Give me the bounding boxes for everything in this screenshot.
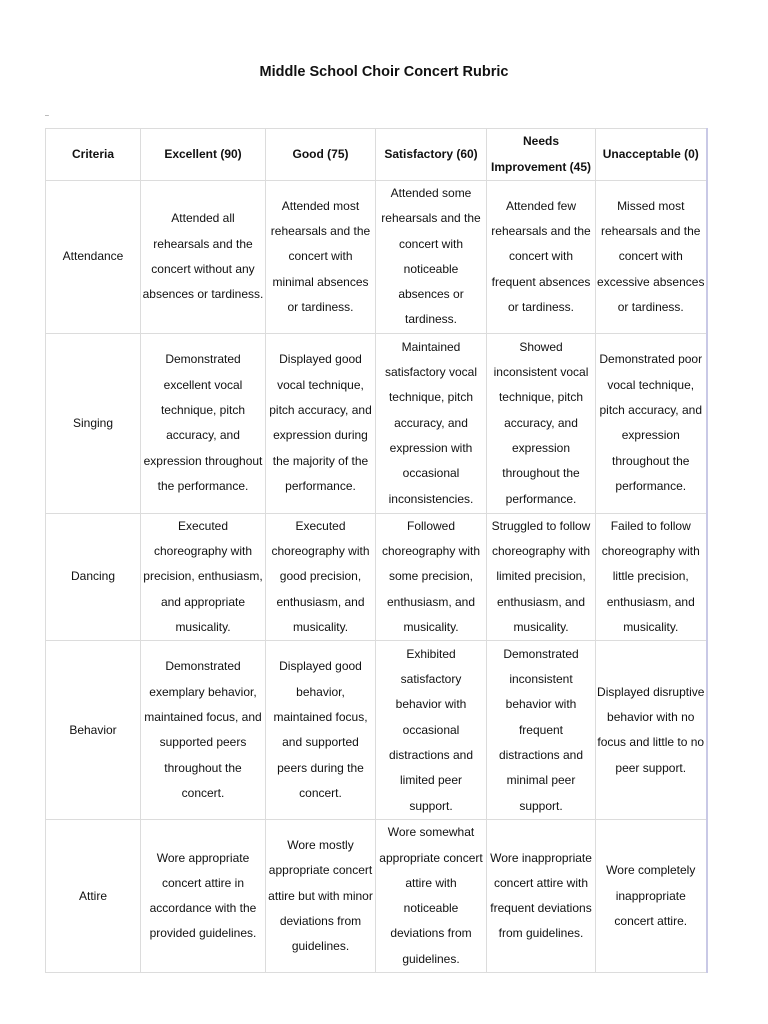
header-unacceptable: Unacceptable (0) [596, 129, 707, 181]
unacceptable-cell: Missed most rehearsals and the concert with excessive absences or tardiness. [596, 181, 707, 334]
row-behavior [46, 641, 707, 820]
header-needs-improvement: Needs Improvement (45) [487, 129, 596, 181]
unacceptable-cell: Wore completely inappropriate concert attire. [596, 820, 707, 973]
criterion-cell: Attendance [46, 181, 141, 334]
satisfactory-cell: Exhibited satisfactory behavior with occasional distractions and limited peer support. [376, 641, 487, 820]
row-attire [46, 820, 707, 973]
excellent-cell: Attended all rehearsals and the concert without any absences or tardiness. [141, 181, 266, 334]
header-good: Good (75) [266, 129, 376, 181]
needs-improvement-cell: Attended few rehearsals and the concert with frequent absences or tardiness. [487, 181, 596, 334]
criterion-cell: Singing [46, 333, 141, 513]
row-dancing [46, 513, 707, 640]
rubric-table [45, 128, 708, 973]
excellent-cell: Executed choreography with precision, enthusiasm, and appropriate musicality. [141, 513, 266, 640]
good-cell: Executed choreography with good precision, enthusiasm, and musicality. [266, 513, 376, 640]
document-title: Middle School Choir Concert Rubric [259, 64, 509, 80]
criterion-cell: Behavior [46, 641, 141, 820]
header-excellent: Excellent (90) [141, 129, 266, 181]
unacceptable-cell: Failed to follow choreography with little precision, enthusiasm, and musicality. [596, 513, 707, 640]
header-satisfactory: Satisfactory (60) [376, 129, 487, 181]
satisfactory-cell: Wore somewhat appropriate concert attire with noticeable deviations from guidelines. [376, 820, 487, 973]
needs-improvement-cell: Showed inconsistent vocal technique, pitch accuracy, and expression throughout the performance. [487, 333, 596, 513]
satisfactory-cell: Attended some rehearsals and the concert with noticeable absences or tardiness. [376, 181, 487, 334]
criterion-cell: Attire [46, 820, 141, 973]
header-criteria: Criteria [46, 129, 141, 181]
excellent-cell: Wore appropriate concert attire in accordance with the provided guidelines. [141, 820, 266, 973]
row-attendance [46, 181, 707, 334]
excellent-cell: Demonstrated excellent vocal technique, pitch accuracy, and expression throughout the performance. [141, 333, 266, 513]
needs-improvement-cell: Wore inappropriate concert attire with frequent deviations from guidelines. [487, 820, 596, 973]
needs-improvement-cell: Demonstrated inconsistent behavior with frequent distractions and minimal peer support. [487, 641, 596, 820]
good-cell: Displayed good behavior, maintained focus, and supported peers during the concert. [266, 641, 376, 820]
needs-improvement-cell: Struggled to follow choreography with limited precision, enthusiasm, and musicality. [487, 513, 596, 640]
satisfactory-cell: Maintained satisfactory vocal technique, pitch accuracy, and expression with occasional inconsistencies. [376, 333, 487, 513]
good-cell: Attended most rehearsals and the concert with minimal absences or tardiness. [266, 181, 376, 334]
dash-mark: – [45, 112, 49, 119]
good-cell: Wore mostly appropriate concert attire but with minor deviations from guidelines. [266, 820, 376, 973]
good-cell: Displayed good vocal technique, pitch accuracy, and expression during the majority of the performance. [266, 333, 376, 513]
unacceptable-cell: Displayed disruptive behavior with no focus and little to no peer support. [596, 641, 707, 820]
excellent-cell: Demonstrated exemplary behavior, maintained focus, and supported peers throughout the concert. [141, 641, 266, 820]
satisfactory-cell: Followed choreography with some precision, enthusiasm, and musicality. [376, 513, 487, 640]
criterion-cell: Dancing [46, 513, 141, 640]
unacceptable-cell: Demonstrated poor vocal technique, pitch accuracy, and expression throughout the performance. [596, 333, 707, 513]
header-row [46, 129, 707, 181]
row-singing [46, 333, 707, 513]
